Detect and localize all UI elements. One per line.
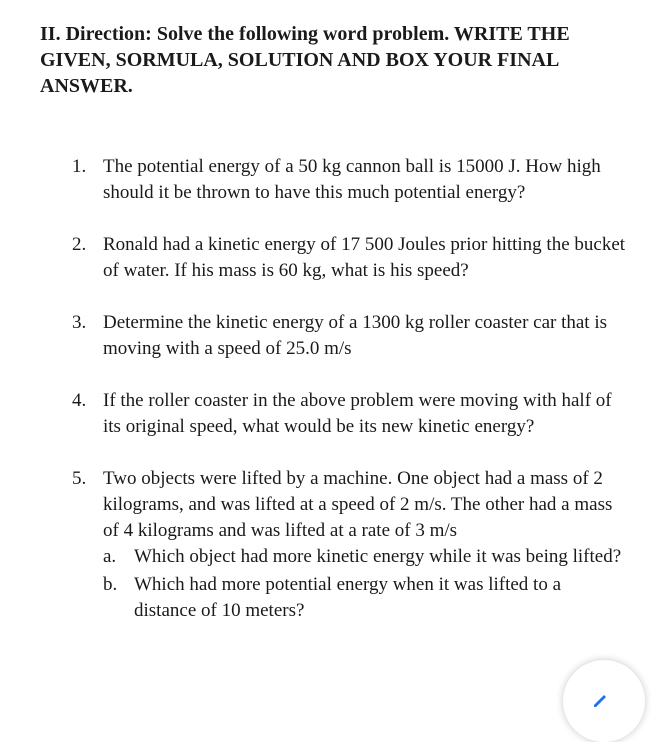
problem-item xyxy=(0,388,667,440)
sub-question-text: Which had more potential energy when it was lifted to a distance of 10 meters? xyxy=(134,574,562,621)
sub-question-letter: a. xyxy=(103,546,117,567)
problem-item xyxy=(0,154,667,206)
floating-action-button[interactable] xyxy=(563,660,645,742)
problem-number: 5. xyxy=(72,468,87,489)
direction-heading: II. Direction: Solve the following word problem. WRITE THE GIVEN, SORMULA, SOLUTION AND BOX YOUR FINAL ANSWER. xyxy=(40,23,570,97)
problem-list xyxy=(0,154,667,650)
problem-item xyxy=(0,466,667,624)
problem-text: Ronald had a kinetic energy of 17 500 Joules prior hitting the bucket of water. If his mass is 60 kg, what is his speed? xyxy=(103,234,626,281)
problem-number: 3. xyxy=(72,312,87,333)
sub-question-letter: b. xyxy=(103,574,118,595)
sub-question-text: Which object had more kinetic energy while it was being lifted? xyxy=(134,546,622,567)
sub-question xyxy=(103,544,627,570)
problem-item xyxy=(0,310,667,362)
problem-number: 4. xyxy=(72,390,87,411)
edit-pencil-icon xyxy=(591,690,611,710)
problem-number: 2. xyxy=(72,234,87,255)
sub-question-list xyxy=(103,544,627,624)
problem-text: The potential energy of a 50 kg cannon ball is 15000 J. How high should it be thrown to have this much potential energy? xyxy=(103,156,601,203)
problem-text: Two objects were lifted by a machine. One object had a mass of 2 kilograms, and was lifted at a speed of 2 m/s. The other had a mass of 4 kilograms and was lifted at a rate of 3 m/s xyxy=(103,468,613,541)
problem-text: If the roller coaster in the above problem were moving with half of its original speed, what would be its new kinetic energy? xyxy=(103,390,612,437)
problem-item xyxy=(0,232,667,284)
problem-number: 1. xyxy=(72,156,87,177)
sub-question xyxy=(103,572,627,624)
problem-text: Determine the kinetic energy of a 1300 kg roller coaster car that is moving with a speed of 25.0 m/s xyxy=(103,312,608,359)
